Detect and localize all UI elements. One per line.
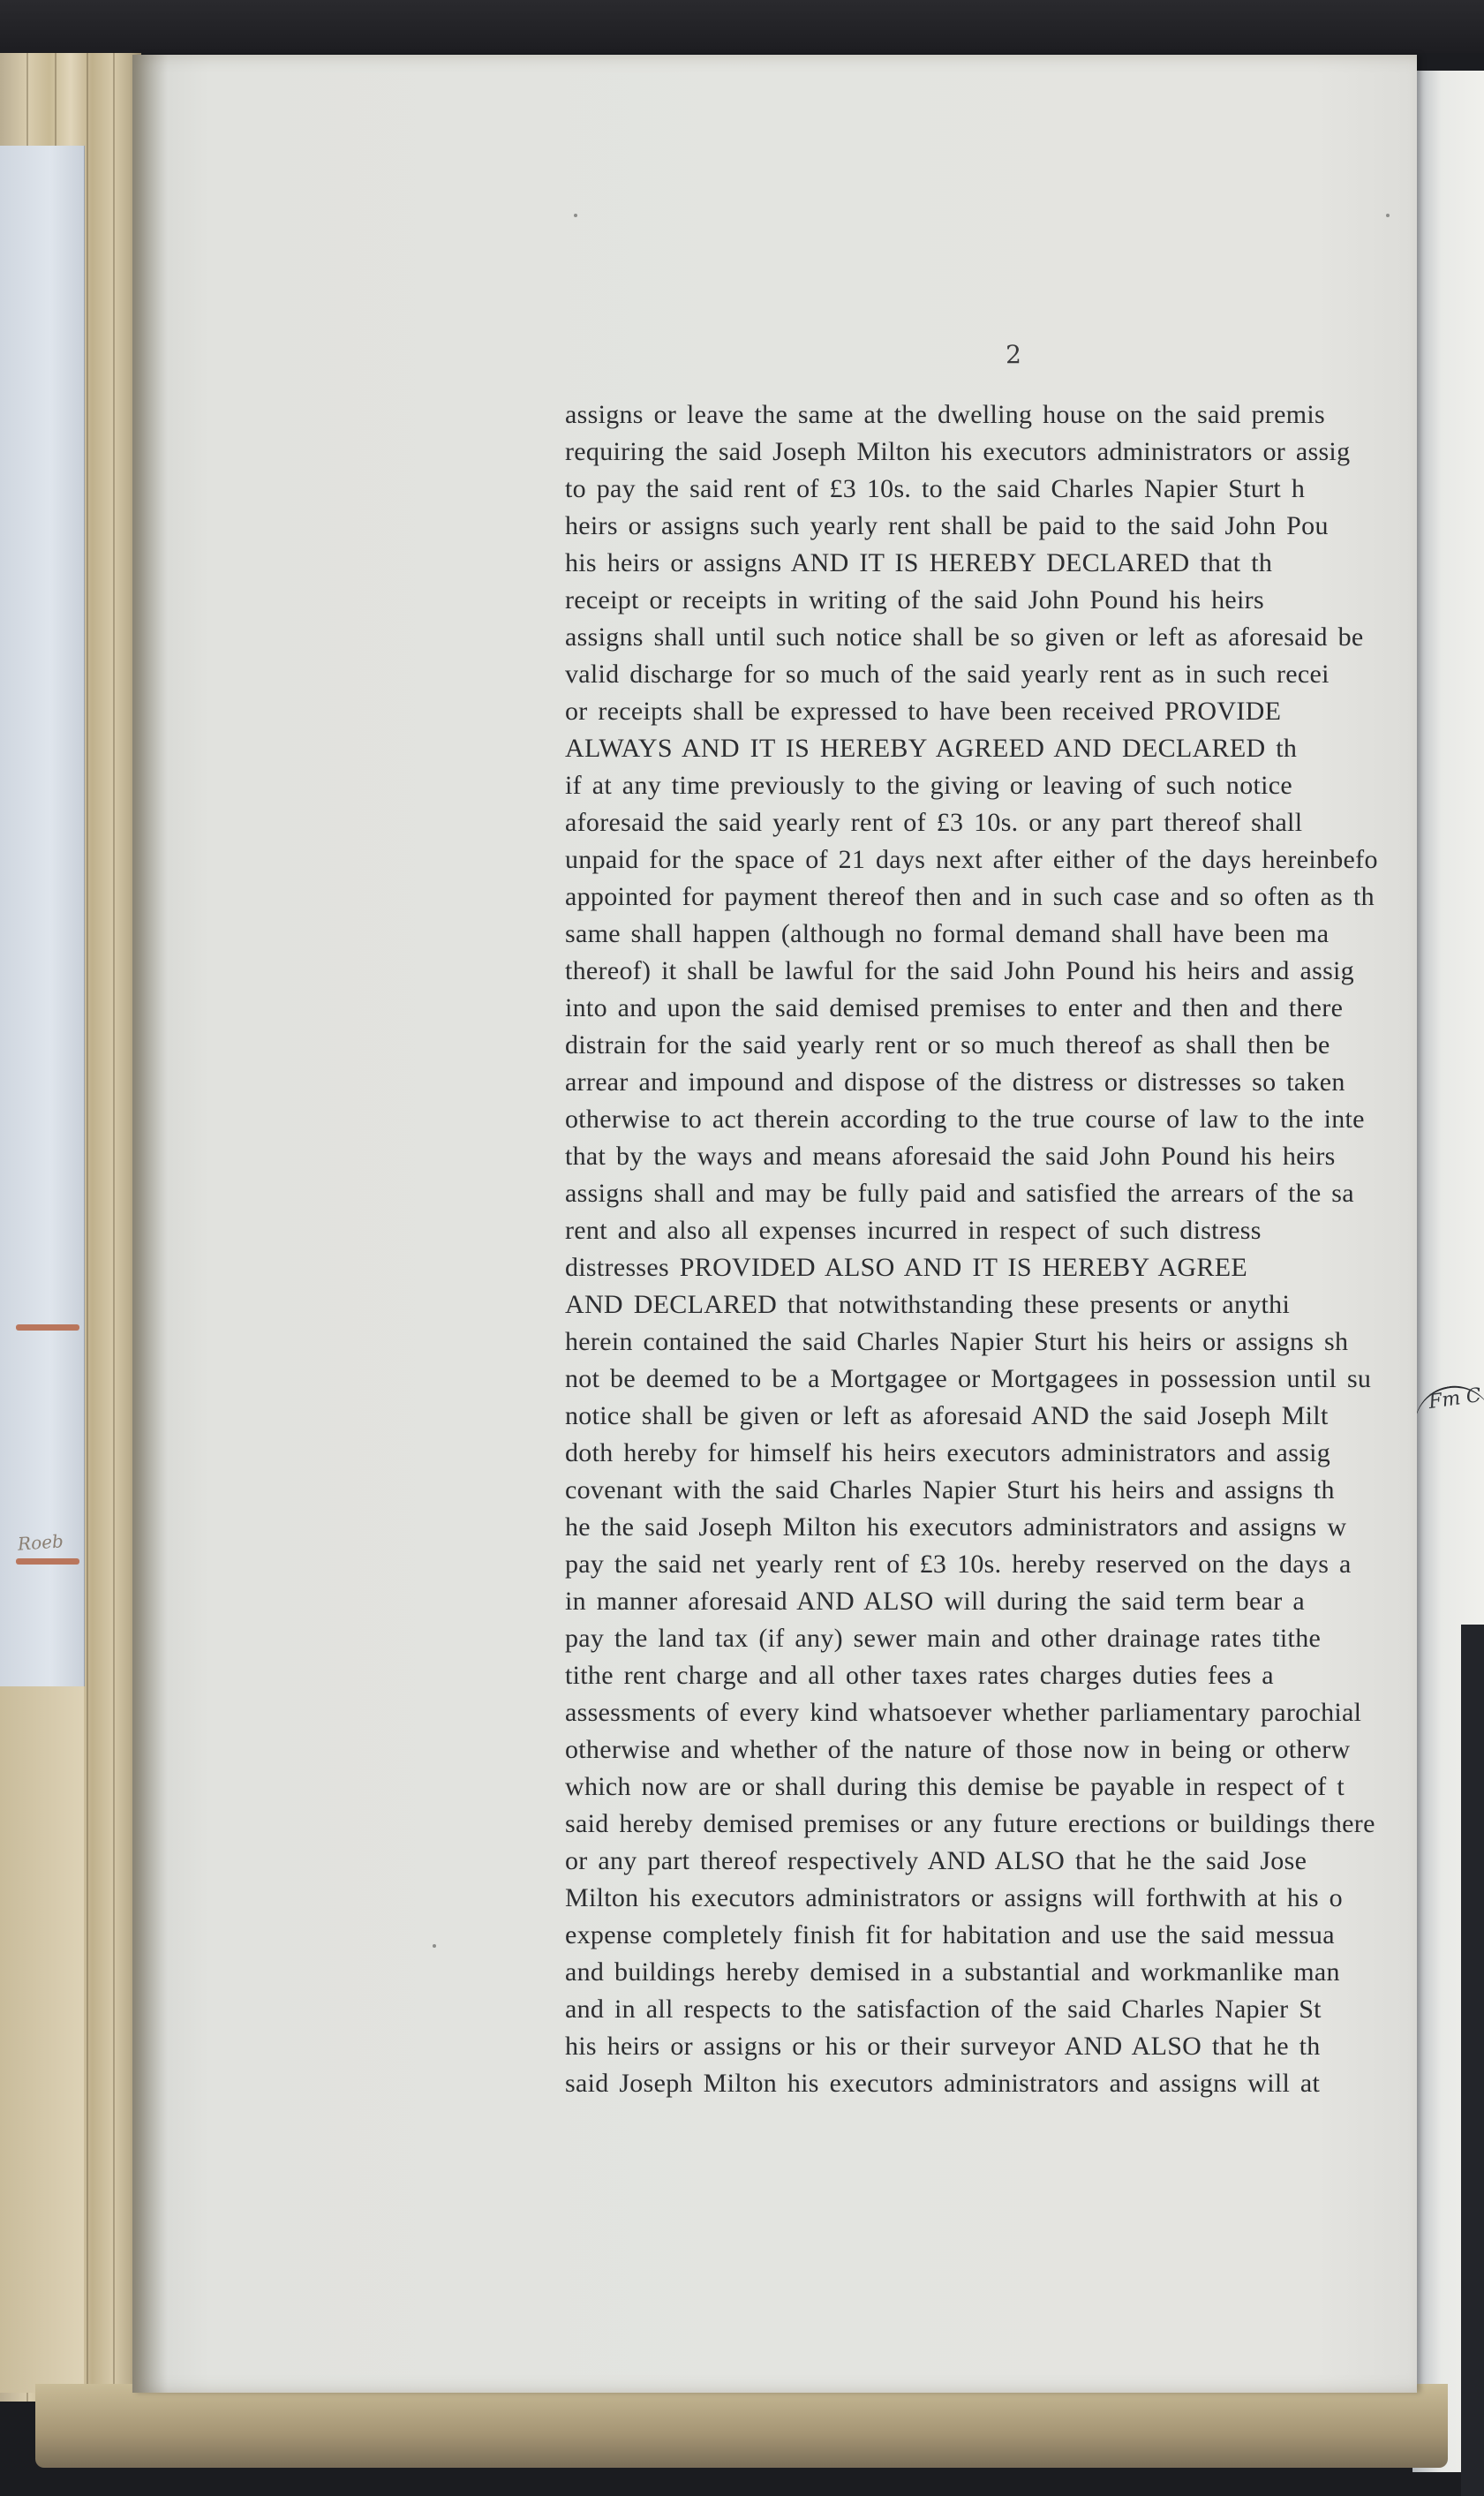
desk-backdrop — [0, 0, 1484, 53]
text-line: into and upon the said demised premises to enter and then and there — [565, 993, 1344, 1022]
text-line: or any part thereof respectively AND ALSO that he the said Jose — [565, 1846, 1307, 1875]
text-line: not be deemed to be a Mortgagee or Mortgagees in possession until su — [565, 1364, 1372, 1393]
text-line: in manner aforesaid AND ALSO will during the said term bear a — [565, 1587, 1305, 1616]
left-loose-sheet — [0, 146, 85, 1686]
text-line: arrear and impound and dispose of the distress or distresses so taken — [565, 1067, 1345, 1097]
text-line: and buildings hereby demised in a substantial and workmanlike man — [565, 1957, 1340, 1987]
text-line: that by the ways and means aforesaid the said John Pound his heirs — [565, 1142, 1336, 1171]
text-line: distresses PROVIDED ALSO AND IT IS HEREBY AGREE — [565, 1253, 1247, 1282]
book-bottom-edge — [35, 2384, 1448, 2468]
text-line: herein contained the said Charles Napier Sturt his heirs or assigns sh — [565, 1327, 1349, 1356]
text-line: otherwise to act therein according to the true course of law to the inte — [565, 1105, 1365, 1134]
text-line: said Joseph Milton his executors administrators and assigns will at — [565, 2069, 1321, 2098]
left-margin-scrawl: Roeb — [17, 1530, 64, 1555]
text-line: covenant with the said Charles Napier Sturt his heirs and assigns th — [565, 1475, 1335, 1504]
document-text-block — [565, 396, 1430, 2102]
text-line: Milton his executors administrators or assigns will forthwith at his o — [565, 1883, 1343, 1912]
text-line: appointed for payment thereof then and in such case and so often as th — [565, 882, 1375, 911]
text-line: ALWAYS AND IT IS HEREBY AGREED AND DECLARED th — [565, 734, 1298, 763]
text-line: rent and also all expenses incurred in respect of such distress — [565, 1216, 1262, 1245]
text-line: assigns shall and may be fully paid and satisfied the arrears of the sa — [565, 1179, 1354, 1208]
text-line: otherwise and whether of the nature of those now in being or otherw — [565, 1735, 1351, 1764]
text-line: distrain for the said yearly rent or so much thereof as shall then be — [565, 1030, 1330, 1059]
spine-shadow — [132, 55, 168, 2393]
page-speck — [574, 214, 577, 217]
left-lower-edges — [0, 1686, 84, 2393]
right-margin-note: Fm C — [1427, 1384, 1483, 1414]
text-line: pay the land tax (if any) sewer main and other drainage rates tithe — [565, 1624, 1322, 1653]
text-line: pay the said net yearly rent of £3 10s. hereby reserved on the days a — [565, 1550, 1352, 1579]
text-line: his heirs or assigns AND IT IS HEREBY DECLARED that th — [565, 548, 1273, 577]
page-edge-line — [87, 53, 88, 2402]
text-line: assigns or leave the same at the dwelling house on the said premis — [565, 400, 1325, 429]
text-line: and in all respects to the satisfaction of the said Charles Napier St — [565, 1995, 1322, 2024]
text-line: if at any time previously to the giving or leaving of such notice — [565, 771, 1292, 800]
text-line: thereof) it shall be lawful for the said John Pound his heirs and assig — [565, 956, 1354, 985]
text-line: same shall happen (although no formal demand shall have been ma — [565, 919, 1330, 948]
text-line: heirs or assigns such yearly rent shall be paid to the said John Pou — [565, 511, 1329, 540]
text-line: expense completely finish fit for habitation and use the said messua — [565, 1920, 1335, 1949]
text-line: or receipts shall be expressed to have been received PROVIDE — [565, 697, 1282, 726]
right-dark-background — [1461, 1625, 1484, 2496]
page-edge-line — [113, 53, 115, 2402]
text-line: AND DECLARED that notwithstanding these presents or anythi — [565, 1290, 1291, 1319]
text-line: valid discharge for so much of the said yearly rent as in such recei — [565, 660, 1330, 689]
red-mark — [16, 1558, 79, 1565]
text-line: assigns shall until such notice shall be so given or left as aforesaid be — [565, 622, 1364, 652]
text-line: requiring the said Joseph Milton his executors administrators or assig — [565, 437, 1351, 466]
text-line: his heirs or assigns or his or their surveyor AND ALSO that he th — [565, 2032, 1321, 2061]
text-line: which now are or shall during this demise be payable in respect of t — [565, 1772, 1345, 1801]
page-speck — [1386, 214, 1390, 217]
text-line: said hereby demised premises or any future erections or buildings there — [565, 1809, 1375, 1838]
text-line: he the said Joseph Milton his executors administrators and assigns w — [565, 1512, 1347, 1542]
text-line: aforesaid the said yearly rent of £3 10s. or any part thereof shall — [565, 808, 1303, 837]
text-line: tithe rent charge and all other taxes rates charges duties fees a — [565, 1661, 1274, 1690]
page-speck — [433, 1944, 436, 1948]
text-line: to pay the said rent of £3 10s. to the said Charles Napier Sturt h — [565, 474, 1306, 503]
text-line: unpaid for the space of 21 days next after either of the days hereinbefo — [565, 845, 1378, 874]
text-line: receipt or receipts in writing of the said John Pound his heirs — [565, 585, 1264, 615]
red-mark — [16, 1324, 79, 1331]
text-line: notice shall be given or left as aforesaid AND the said Joseph Milt — [565, 1401, 1329, 1430]
text-line: assessments of every kind whatsoever whether parliamentary parochial — [565, 1698, 1362, 1727]
text-line: doth hereby for himself his heirs executors administrators and assig — [565, 1438, 1331, 1467]
page-number: 2 — [1006, 340, 1021, 369]
